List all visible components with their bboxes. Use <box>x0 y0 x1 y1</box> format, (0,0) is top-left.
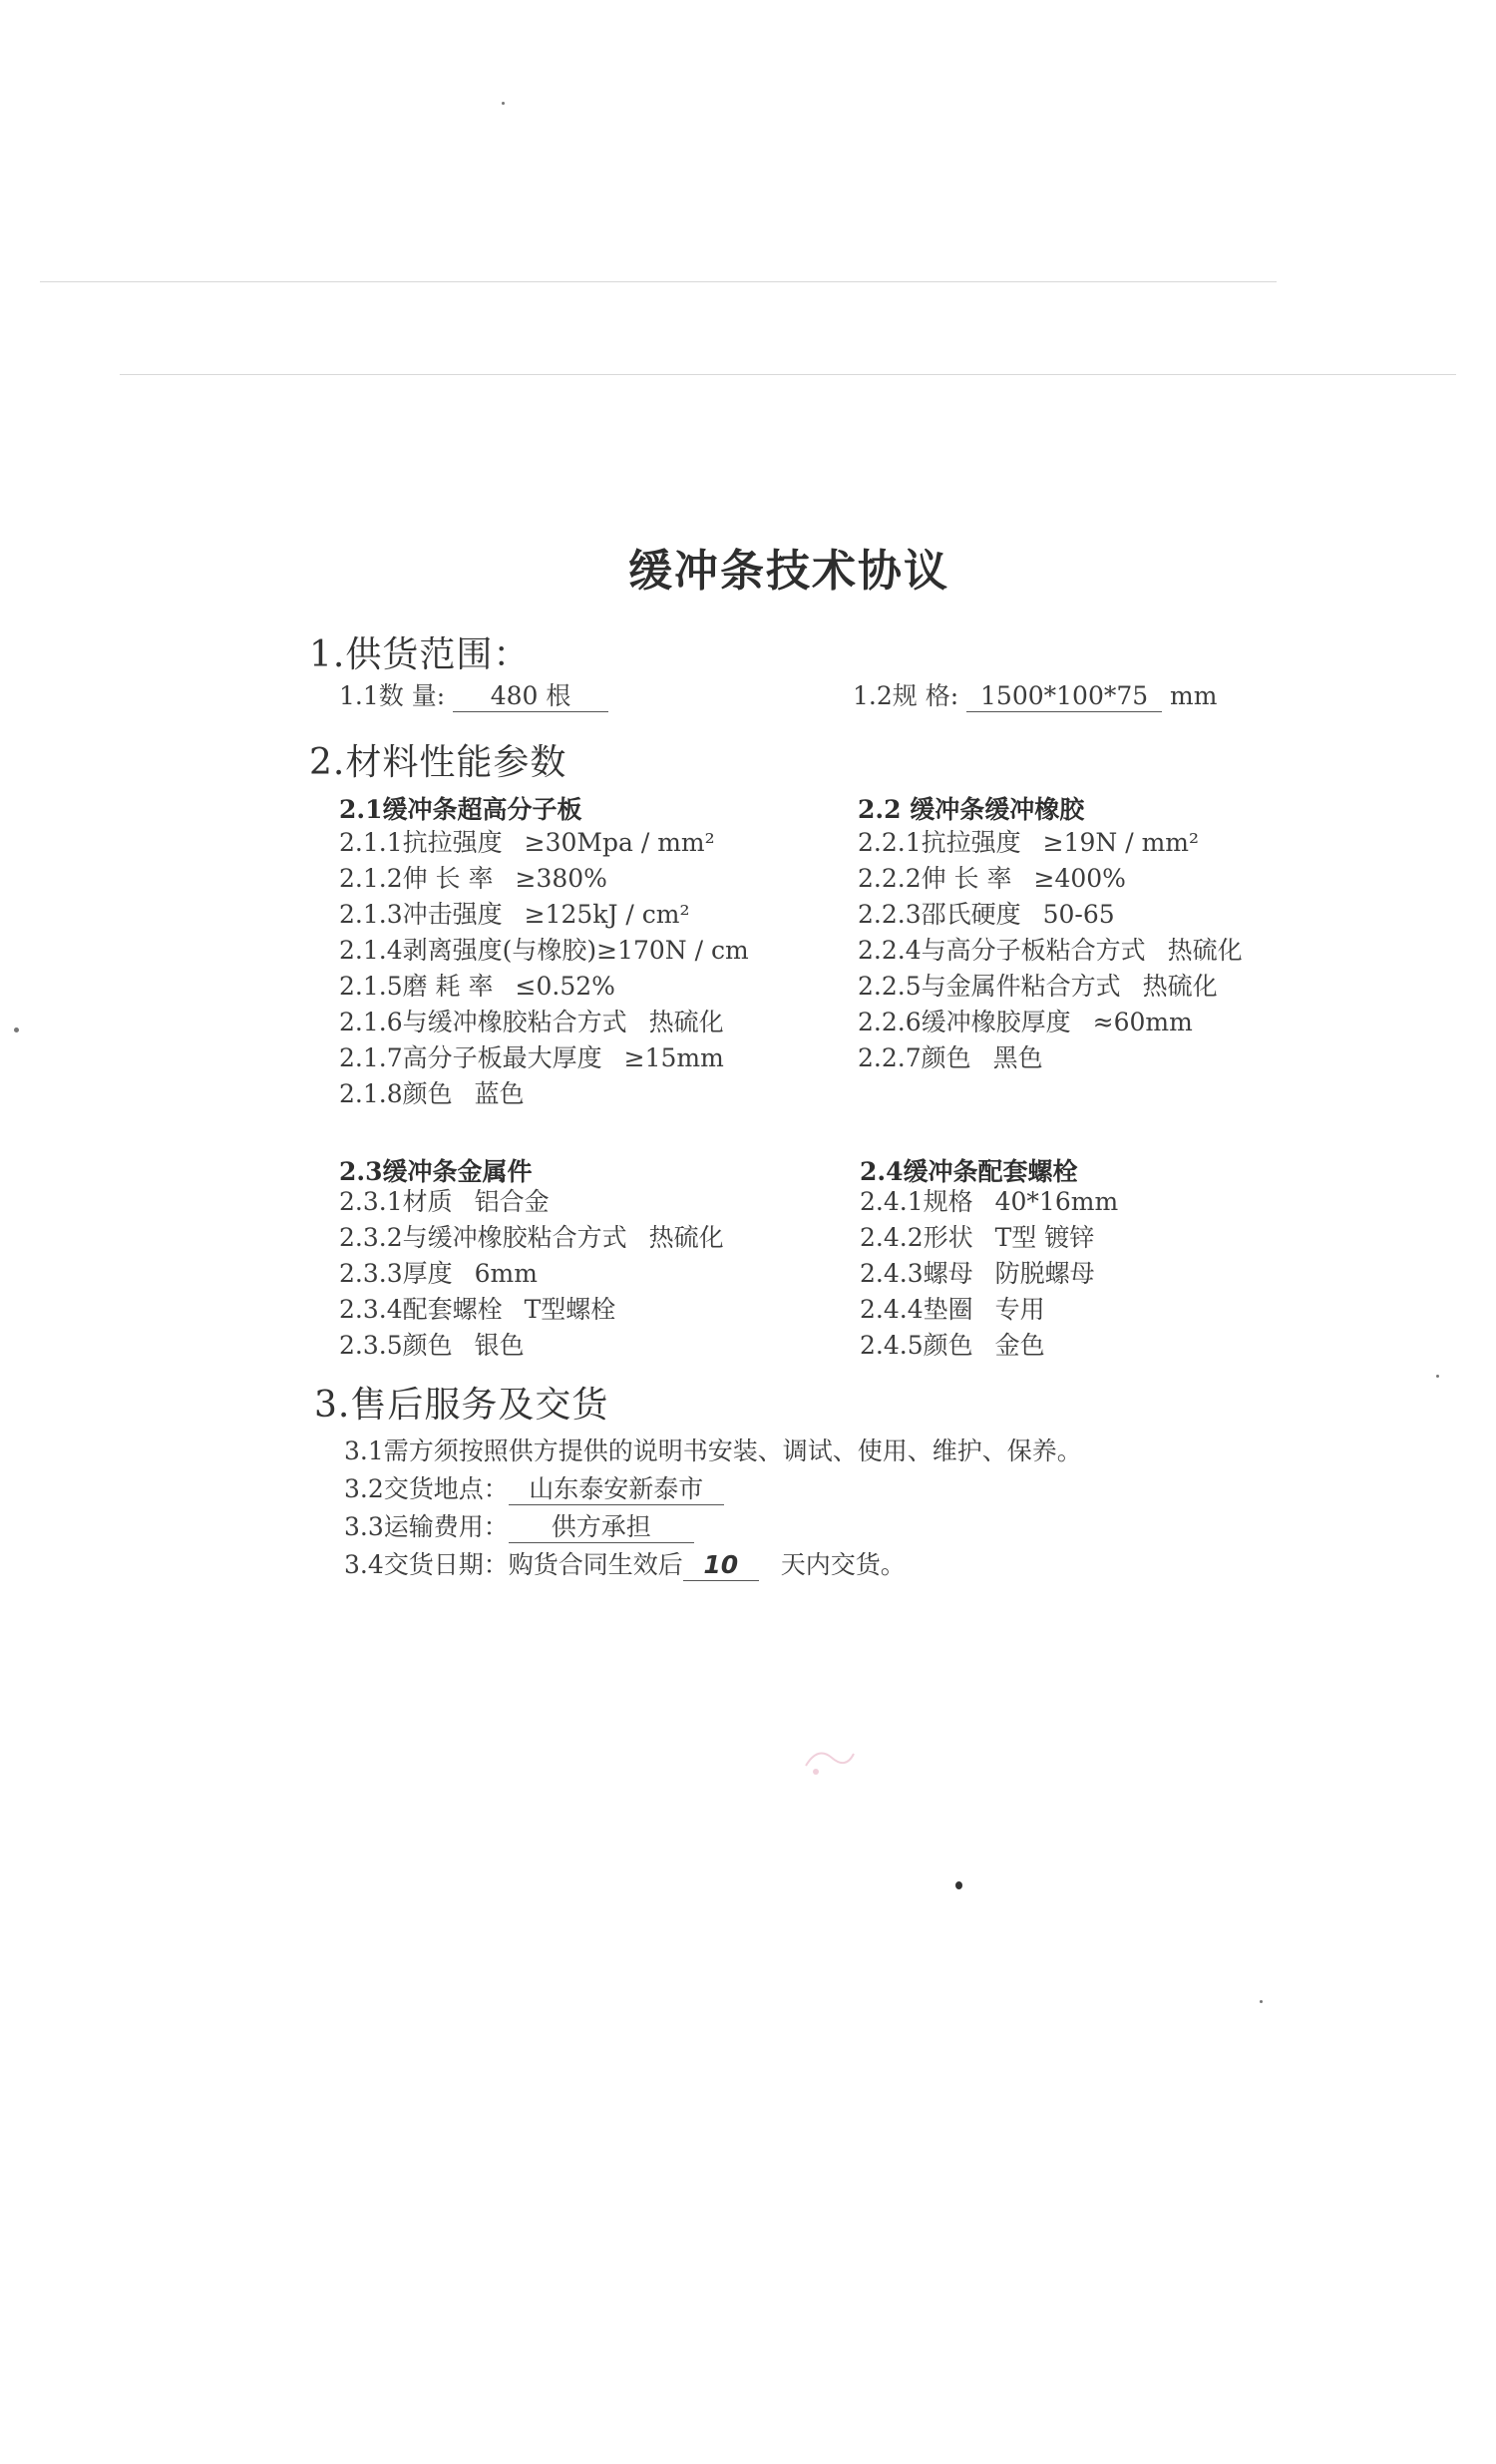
spec-item: 2.4.3螺母 防脱螺母 <box>860 1259 1095 1288</box>
spec-item: 2.1.7高分子板最大厚度 ≥15mm <box>339 1043 724 1072</box>
delivery-place-value: 山东泰安新泰市 <box>509 1474 724 1505</box>
spec-item: 2.2.2伸 长 率 ≥400% <box>858 864 1126 893</box>
scan-second-rule <box>120 374 1456 375</box>
spec-item: 2.2.1抗拉强度 ≥19N / mm² <box>858 828 1200 857</box>
delivery-days-value: 10 <box>683 1550 759 1581</box>
group-2-2-title: 2.2 缓冲条缓冲橡胶 <box>858 795 1085 824</box>
scan-speck <box>1260 2000 1263 2003</box>
spec-value: 1500*100*75 <box>966 681 1162 712</box>
spec-item: 2.4.2形状 T型 镀锌 <box>860 1223 1095 1252</box>
scan-speck <box>1436 1375 1439 1378</box>
group-2-3-title: 2.3缓冲条金属件 <box>339 1157 533 1186</box>
spec-item: 2.1.1抗拉强度 ≥30Mpa / mm² <box>339 828 715 857</box>
spec-item: 2.2.3邵氏硬度 50-65 <box>858 900 1115 929</box>
spec-item: 2.2.4与高分子板粘合方式 热硫化 <box>858 936 1243 965</box>
freight-value: 供方承担 <box>509 1512 694 1543</box>
spec-item: 2.3.3厚度 6mm <box>339 1259 538 1288</box>
spec-item: 2.4.4垫圈 专用 <box>860 1295 1045 1324</box>
spec-unit: mm <box>1170 681 1218 710</box>
spec-item: 2.2.5与金属件粘合方式 热硫化 <box>858 972 1218 1001</box>
supply-quantity-line <box>339 681 608 712</box>
spec-item: 2.1.4剥离强度(与橡胶)≥170N / cm <box>339 936 749 965</box>
group-2-4-title: 2.4缓冲条配套螺栓 <box>860 1157 1078 1186</box>
spec-item: 2.4.5颜色 金色 <box>860 1331 1045 1360</box>
delivery-date-suffix: 天内交货。 <box>780 1550 906 1579</box>
group-2-1-title: 2.1缓冲条超高分子板 <box>339 795 582 824</box>
section-1-heading: 1.供货范围： <box>309 634 531 675</box>
service-line-1: 3.1需方须按照供方提供的说明书安装、调试、使用、维护、保养。 <box>344 1437 1082 1465</box>
service-line-2 <box>344 1474 724 1505</box>
quantity-label: 1.1数 量: <box>339 681 446 710</box>
spec-item: 2.1.6与缓冲橡胶粘合方式 热硫化 <box>339 1008 724 1036</box>
service-line-4 <box>344 1550 906 1581</box>
spec-item: 2.3.2与缓冲橡胶粘合方式 热硫化 <box>339 1223 724 1252</box>
supply-spec-line <box>853 681 1217 712</box>
spec-item: 2.2.7颜色 黑色 <box>858 1043 1043 1072</box>
spec-label: 1.2规 格: <box>853 681 959 710</box>
faint-stamp-mark <box>798 1736 858 1786</box>
scan-speck <box>14 1027 19 1032</box>
spec-item: 2.3.5颜色 银色 <box>339 1331 525 1360</box>
quantity-value: 480 根 <box>453 681 608 712</box>
spec-item: 2.2.6缓冲橡胶厚度 ≈60mm <box>858 1008 1193 1036</box>
section-2-heading: 2.材料性能参数 <box>309 742 567 783</box>
spec-item: 2.1.3冲击强度 ≥125kJ / cm² <box>339 900 690 929</box>
spec-item: 2.1.8颜色 蓝色 <box>339 1079 525 1108</box>
section-3-heading: 3.售后服务及交货 <box>314 1385 609 1426</box>
delivery-place-label: 3.2交货地点： <box>344 1474 509 1503</box>
spec-item: 2.4.1规格 40*16mm <box>860 1187 1119 1216</box>
spec-item: 2.1.2伸 长 率 ≥380% <box>339 864 607 893</box>
document-title: 缓冲条技术协议 <box>628 546 949 597</box>
spec-item: 2.3.4配套螺栓 T型螺栓 <box>339 1295 616 1324</box>
scan-top-rule <box>40 281 1277 282</box>
freight-label: 3.3运输费用： <box>344 1512 509 1541</box>
spec-item: 2.3.1材质 铝合金 <box>339 1187 550 1216</box>
service-line-3 <box>344 1512 694 1543</box>
scan-speck <box>955 1881 962 1889</box>
delivery-date-label: 3.4交货日期：购货合同生效后 <box>344 1550 683 1579</box>
spec-item: 2.1.5磨 耗 率 ≤0.52% <box>339 972 615 1001</box>
scan-speck <box>502 102 505 105</box>
